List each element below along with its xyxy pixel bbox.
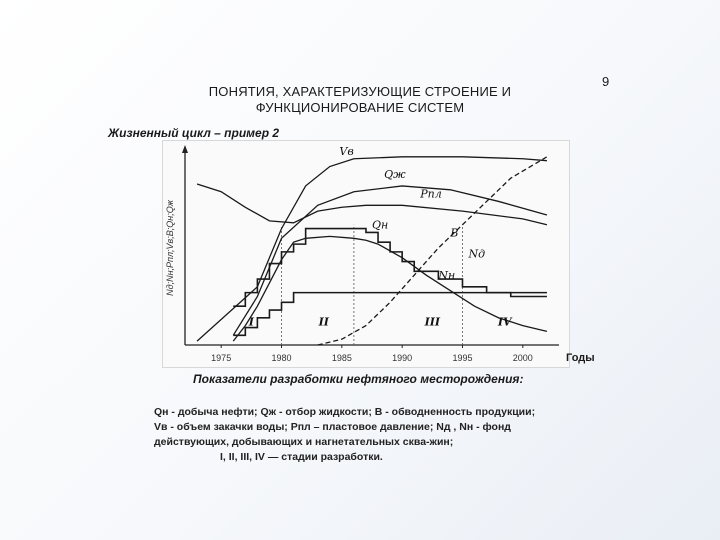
series-label-Nн: Nн <box>438 269 456 283</box>
legend-line-4: I, II, III, IV — стадии разработки. <box>220 451 383 463</box>
x-tick-label: 1985 <box>331 353 352 363</box>
series-label-Pпл: Pпл <box>420 187 442 201</box>
slide-number: 9 <box>602 74 610 89</box>
x-units-label: Годы <box>566 352 595 364</box>
legend-line-2: Vв - объем закачки воды; Pпл – пластовое давление; Nд , Nн - фонд <box>154 421 511 433</box>
slide-title-line1: ПОНЯТИЯ, ХАРАКТЕРИЗУЮЩИЕ СТРОЕНИЕ И <box>208 84 512 99</box>
x-tick-label: 1975 <box>211 353 232 363</box>
slide-title <box>150 84 570 116</box>
x-tick-label: 1980 <box>271 353 292 363</box>
stage-label: III <box>424 315 441 329</box>
legend-line-1: Qн - добыча нефти; Qж - отбор жидкости; B - обводненность продукции; <box>154 406 536 418</box>
series-line-Vв <box>197 157 547 341</box>
stage-label: II <box>318 315 329 329</box>
series-line-Nн <box>233 293 547 336</box>
chart-caption: Показатели разработки нефтяного месторождения: <box>193 372 524 386</box>
series-label-Qж: Qж <box>384 168 406 182</box>
series-label-B: B <box>450 226 459 240</box>
y-axis-arrow <box>182 145 188 153</box>
x-tick-label: 1990 <box>392 353 413 363</box>
stage-label: I <box>248 315 254 329</box>
chart-svg <box>163 141 569 367</box>
series-label-Qн: Qн <box>372 218 389 232</box>
legend-text <box>154 405 634 465</box>
x-tick-label: 2000 <box>512 353 533 363</box>
stage-label: IV <box>497 315 512 329</box>
y-axis-label: Nд;Nн;Pпл;Vв;B;Qн;Qж <box>165 200 175 296</box>
series-label-Nд: Nд <box>468 247 486 261</box>
slide-subtitle: Жизненный цикл – пример 2 <box>108 126 280 140</box>
series-label-Vв: Vв <box>339 144 354 158</box>
x-tick-label: 1995 <box>452 353 473 363</box>
slide-title-line2: ФУНКЦИОНИРОВАНИЕ СИСТЕМ <box>255 100 465 115</box>
legend-line-3: действующих, добывающих и нагнетательных сква-жин; <box>154 436 454 448</box>
chart-area <box>162 140 570 368</box>
